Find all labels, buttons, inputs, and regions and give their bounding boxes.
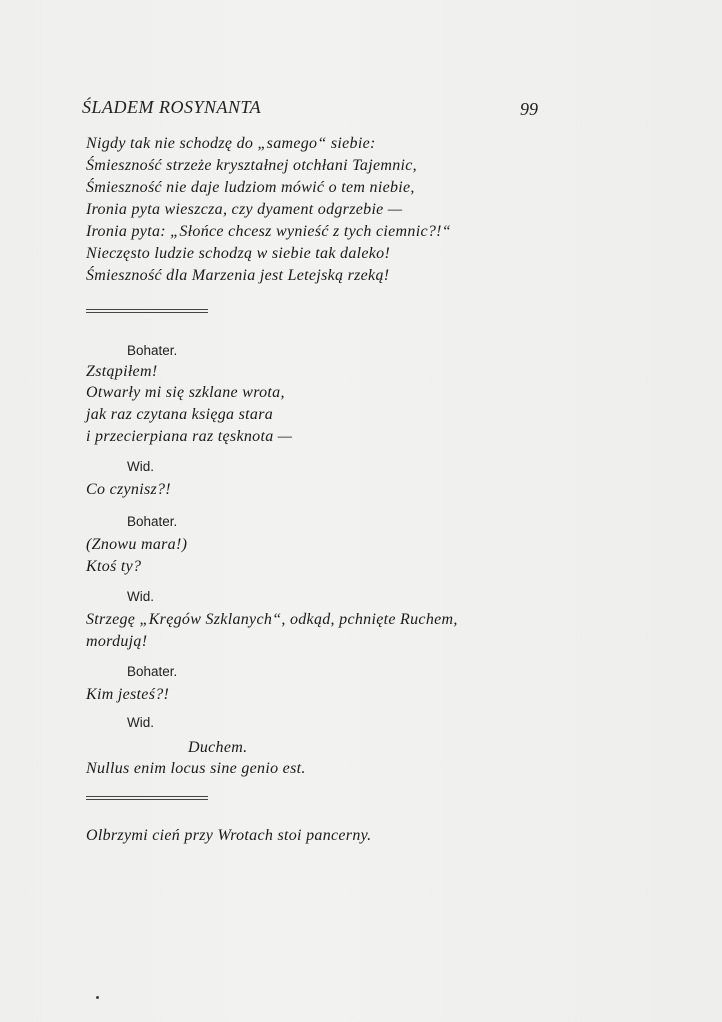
speaker-label: Wid.: [127, 589, 154, 604]
stanza-line: Nigdy tak nie schodzę do „samego“ siebie:: [86, 135, 376, 152]
stanza-line: Śmieszność dla Marzenia jest Letejską rzeką!: [86, 267, 390, 284]
dialogue-line: i przecierpiana raz tęsknota —: [86, 428, 293, 445]
dialogue-line: Duchem.: [188, 739, 248, 756]
dialogue-line: Co czynisz?!: [86, 481, 171, 498]
dialogue-line: (Znowu mara!): [86, 536, 188, 553]
stanza-line: Nieczęsto ludzie schodzą w siebie tak daleko!: [86, 245, 391, 262]
dialogue-line: mordują!: [86, 633, 148, 650]
stanza-line: Śmieszność nie daje ludziom mówić o tem niebie,: [86, 179, 415, 196]
closing-line: Olbrzymi cień przy Wrotach stoi pancerny.: [86, 827, 372, 844]
page-number: 99: [520, 99, 538, 119]
dialogue-line: Nullus enim locus sine genio est.: [86, 760, 306, 777]
speaker-label: Bohater.: [127, 514, 178, 529]
dialogue-line: jak raz czytana księga stara: [86, 406, 274, 423]
speaker-label: Wid.: [127, 715, 154, 730]
running-title: ŚLADEM ROSYNANTA: [82, 97, 262, 117]
speaker-label: Wid.: [127, 459, 154, 474]
dialogue-line: Strzegę „Kręgów Szklanych“, odkąd, pchnięte Ruchem,: [86, 611, 458, 628]
section-divider: [86, 309, 208, 313]
dialogue-line: Kim jesteś?!: [86, 686, 170, 703]
section-divider: [86, 796, 208, 800]
stanza-line: Ironia pyta: „Słońce chcesz wynieść z tych ciemnic?!“: [86, 223, 451, 240]
speaker-label: Bohater.: [127, 664, 178, 679]
stanza-line: Śmieszność strzeże kryształnej otchłani Tajemnic,: [86, 157, 417, 174]
dialogue-line: Ktoś ty?: [86, 558, 142, 575]
paper-speck: [96, 996, 99, 999]
stanza-line: Ironia pyta wieszcza, czy dyament odgrzebie —: [86, 201, 403, 218]
speaker-label: Bohater.: [127, 343, 178, 358]
dialogue-line: Zstąpiłem!: [86, 363, 158, 380]
dialogue-line: Otwarły mi się szklane wrota,: [86, 384, 285, 401]
